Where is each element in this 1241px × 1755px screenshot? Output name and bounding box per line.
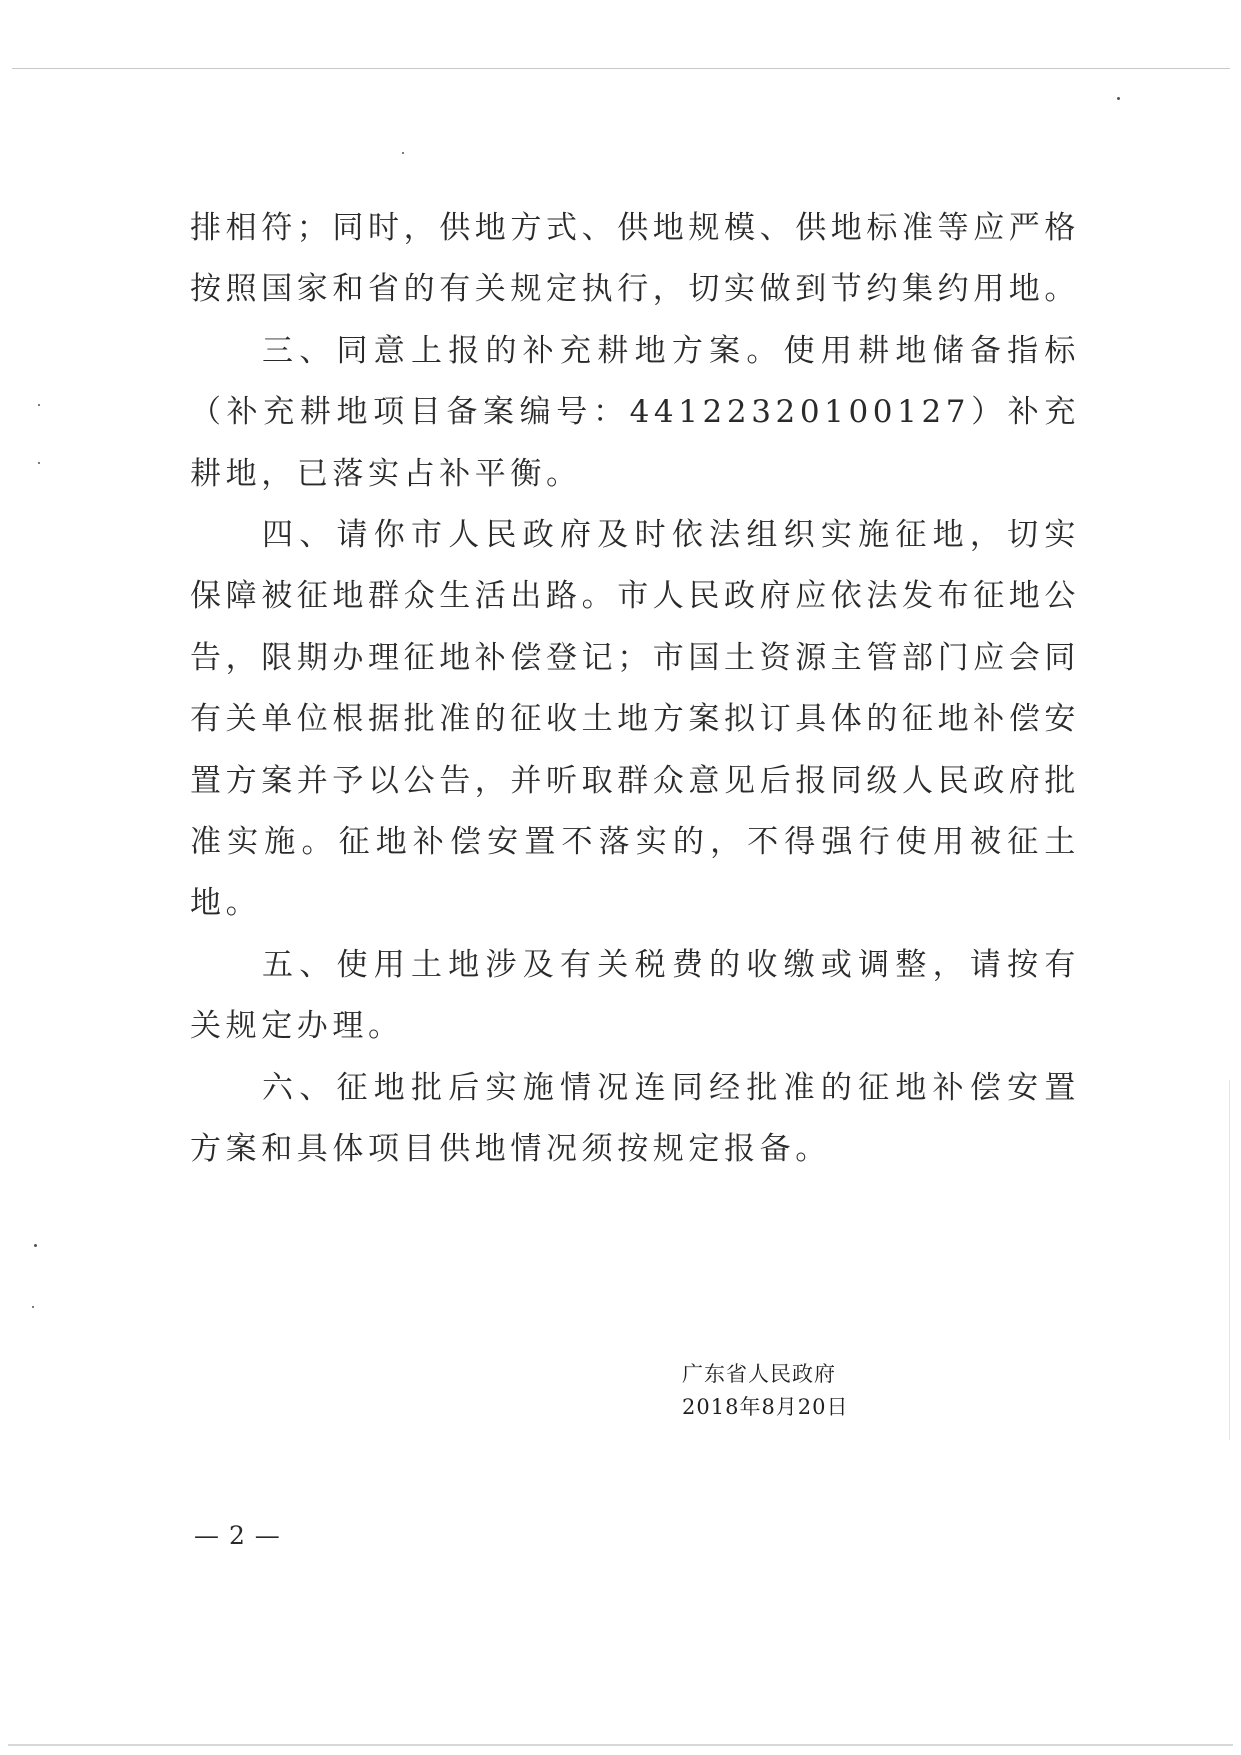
paragraph-continuation: 排相符；同时，供地方式、供地规模、供地标准等应严格按照国家和省的有关规定执行，切实做到节约集约用地。 — [190, 210, 1080, 308]
scan-speck — [34, 1244, 37, 1247]
bottom-scan-rule — [8, 1744, 1233, 1746]
right-scan-rule — [1229, 1080, 1230, 1440]
scan-speck — [1117, 97, 1120, 100]
top-scan-rule — [12, 68, 1230, 69]
paragraph-item-5: 五、使用土地涉及有关税费的收缴或调整，请按有关规定办理。 — [190, 946, 1080, 1045]
scan-speck — [32, 1306, 34, 1308]
scan-speck — [38, 404, 40, 406]
paragraph-item-4: 四、请你市人民政府及时依法组织实施征地，切实保障被征地群众生活出路。市人民政府应依法发布征地公告，限期办理征地补偿登记；市国土资源主管部门应会同有关单位根据批准的征收土地方案拟订具体的征地补偿安置方案并予以公告，并听取群众意见后报同级人民政府批准实施。征地补偿安置不落实的，不得强行使用被征土地。 — [190, 517, 1080, 922]
page-number: — 2 — — [194, 1521, 281, 1550]
scan-speck — [38, 462, 40, 464]
issuer-name: 广东省人民政府 — [682, 1362, 836, 1386]
scan-speck — [402, 152, 404, 154]
signature-block — [682, 1358, 849, 1424]
paragraph-item-6: 六、征地批后实施情况连同经批准的征地补偿安置方案和具体项目供地情况须按规定报备。 — [190, 1069, 1080, 1168]
document-body — [190, 198, 1080, 1181]
issue-date: 2018年8月20日 — [682, 1395, 849, 1419]
paragraph-item-3: 三、同意上报的补充耕地方案。使用耕地储备指标（补充耕地项目备案编号：44122320100127）补充耕地，已落实占补平衡。 — [190, 332, 1080, 492]
